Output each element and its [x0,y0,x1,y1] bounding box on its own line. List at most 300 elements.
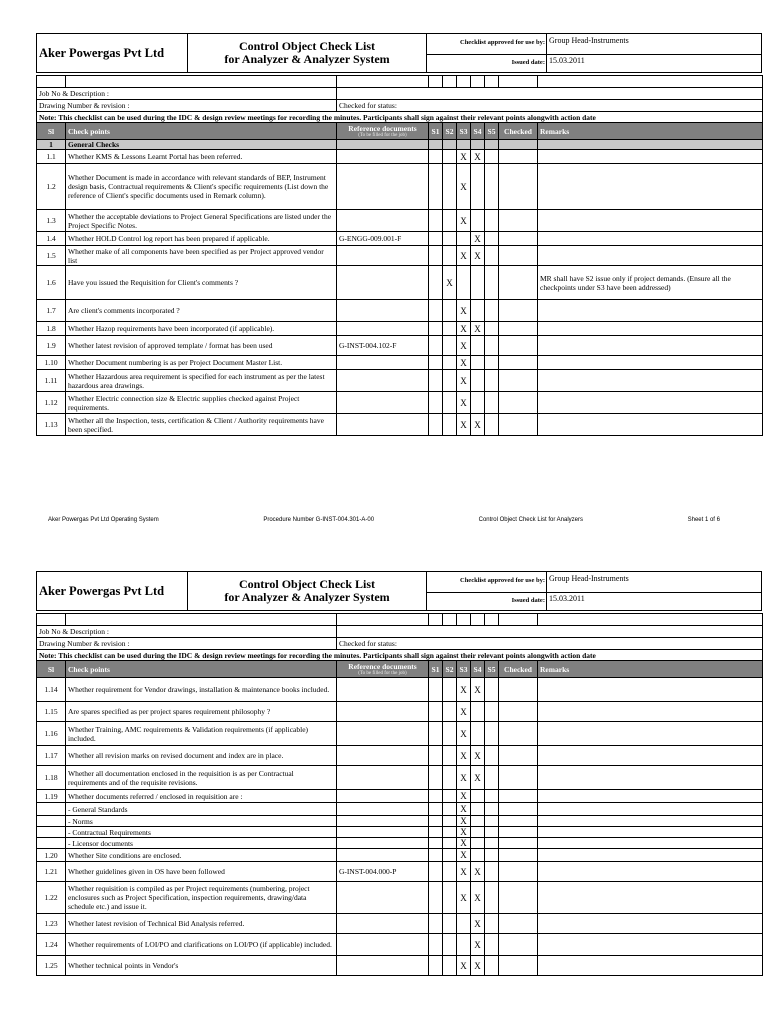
note-row [37,650,763,661]
row-checkpoint: Whether Document numbering is as per Project Document Master List. [66,356,337,370]
row-number [37,827,66,838]
row-s4 [471,300,485,322]
approval-block [426,33,762,73]
row-number [37,838,66,849]
job-row [37,626,763,638]
row-s1 [429,678,443,702]
row-s4 [471,816,485,827]
row-s3: X [457,392,471,414]
row-checkpoint: - Licensor documents [66,838,337,849]
row-checked[interactable] [499,266,538,300]
row-checked[interactable] [499,827,538,838]
row-s3: X [457,766,471,790]
row-checked[interactable] [499,838,538,849]
row-number: 1.6 [37,266,66,300]
row-checked[interactable] [499,246,538,266]
checklist-row [37,827,763,838]
row-remarks [538,934,763,956]
row-number: 1.11 [37,370,66,392]
row-remarks [538,322,763,336]
row-reference [337,722,429,746]
row-number: 1.18 [37,766,66,790]
row-s5 [485,266,499,300]
row-s4: X [471,956,485,976]
row-s1 [429,356,443,370]
col-checked: Checked [499,123,538,140]
row-s4 [471,838,485,849]
row-s1 [429,838,443,849]
row-s2 [443,862,457,882]
row-number: 1.10 [37,356,66,370]
row-s1 [429,392,443,414]
col-refdocs [337,661,429,678]
row-s5 [485,322,499,336]
sheet-header [36,33,762,73]
row-remarks [538,370,763,392]
row-s1 [429,702,443,722]
row-checkpoint: Whether technical points in Vendor's [66,956,337,976]
row-s4 [471,790,485,803]
row-s2 [443,414,457,436]
checklist-row [37,246,763,266]
row-s5 [485,766,499,790]
row-remarks [538,232,763,246]
row-s4: X [471,246,485,266]
col-checkpoints: Check points [66,661,337,678]
col-refdocs [337,123,429,140]
row-reference: G-ENGG-009.001-F [337,232,429,246]
row-s1 [429,882,443,914]
row-s4: X [471,746,485,766]
col-s3: S3 [457,123,471,140]
row-s4: X [471,322,485,336]
row-s3 [457,934,471,956]
section-number: 1 [37,140,66,150]
row-checked[interactable] [499,164,538,210]
row-s5 [485,702,499,722]
row-s2 [443,356,457,370]
approved-by-value: Group Head-Instruments [549,574,629,583]
issued-date-value: 15.03.2011 [549,56,585,65]
row-number: 1.20 [37,849,66,862]
row-s1 [429,322,443,336]
meta-row-blank [37,614,763,626]
row-checkpoint: Whether requirements of LOI/PO and clarifications on LOI/PO (if applicable) included. [66,934,337,956]
row-reference [337,164,429,210]
col-s5: S5 [485,661,499,678]
row-number: 1.7 [37,300,66,322]
row-number: 1.15 [37,702,66,722]
row-number: 1.4 [37,232,66,246]
row-number: 1.23 [37,914,66,934]
row-number: 1.17 [37,746,66,766]
row-number: 1.2 [37,164,66,210]
company-name: Aker Powergas Pvt Ltd [36,33,188,73]
meta-row-blank [37,76,763,88]
row-s2 [443,322,457,336]
approval-block [426,571,762,611]
title-line-2: for Analyzer & Analyzer System [224,590,390,604]
row-checked[interactable] [499,882,538,914]
approved-by-label: Checklist approved for use by: [460,39,545,46]
row-s3: X [457,816,471,827]
col-refdocs-label: Reference documents [348,662,417,671]
row-s4: X [471,914,485,934]
row-s3: X [457,164,471,210]
row-remarks [538,827,763,838]
row-checked[interactable] [499,336,538,356]
drawing-label: Drawing Number & revision : [37,100,337,112]
row-s1 [429,746,443,766]
row-remarks [538,678,763,702]
issued-date-value: 15.03.2011 [549,594,585,603]
row-s4 [471,827,485,838]
row-remarks [538,862,763,882]
row-checkpoint: Whether requirement for Vendor drawings, installation & maintenance books included. [66,678,337,702]
col-s2: S2 [443,123,457,140]
title-line-1: Control Object Check List [238,577,376,591]
row-s2 [443,790,457,803]
row-s5 [485,392,499,414]
row-number: 1.3 [37,210,66,232]
checklist-row [37,838,763,849]
row-s2 [443,746,457,766]
row-s5 [485,790,499,803]
row-s5 [485,816,499,827]
row-s3: X [457,956,471,976]
row-s1 [429,246,443,266]
row-checkpoint: Whether documents referred / enclosed in requisition are : [66,790,337,803]
row-reference [337,882,429,914]
row-s3 [457,232,471,246]
checklist-row [37,356,763,370]
row-checkpoint: Whether HOLD Control log report has been prepared if applicable. [66,232,337,246]
row-s5 [485,849,499,862]
row-s4: X [471,882,485,914]
row-s4 [471,803,485,816]
row-s4 [471,392,485,414]
row-s2 [443,956,457,976]
row-s3 [457,266,471,300]
col-s2: S2 [443,661,457,678]
note-row [37,112,763,123]
row-reference: G-INST-004.102-F [337,336,429,356]
row-checked[interactable] [499,803,538,816]
col-refdocs-sub: (To be filled for the job) [358,133,407,138]
row-s1 [429,266,443,300]
row-reference [337,210,429,232]
row-s1 [429,300,443,322]
row-checked[interactable] [499,746,538,766]
checklist-row [37,392,763,414]
checklist-row [37,336,763,356]
checklist-row [37,702,763,722]
row-s1 [429,816,443,827]
row-s1 [429,150,443,164]
row-s3: X [457,414,471,436]
row-s3: X [457,300,471,322]
row-s3: X [457,849,471,862]
row-s1 [429,827,443,838]
row-s2 [443,934,457,956]
row-s4 [471,164,485,210]
row-remarks [538,746,763,766]
row-checked[interactable] [499,210,538,232]
checklist-row [37,210,763,232]
checklist-row [37,164,763,210]
row-number: 1.5 [37,246,66,266]
footer-procedure: Procedure Number G-INST-004.301-A-00 [263,517,375,523]
checklist-row [37,746,763,766]
row-number: 1.14 [37,678,66,702]
row-reference [337,678,429,702]
row-s4: X [471,414,485,436]
row-s2 [443,849,457,862]
row-number: 1.25 [37,956,66,976]
row-remarks [538,164,763,210]
col-s1: S1 [429,661,443,678]
row-s3: X [457,827,471,838]
row-checked[interactable] [499,849,538,862]
row-s5 [485,827,499,838]
row-s1 [429,790,443,803]
row-s2 [443,246,457,266]
row-checked[interactable] [499,678,538,702]
row-s5 [485,956,499,976]
job-value[interactable] [337,88,763,100]
checklist-row [37,678,763,702]
row-s2 [443,803,457,816]
row-s3: X [457,838,471,849]
row-reference [337,934,429,956]
row-remarks [538,392,763,414]
row-checkpoint: Whether guidelines given in OS have been followed [66,862,337,882]
row-s2 [443,882,457,914]
row-reference [337,849,429,862]
col-s3: S3 [457,661,471,678]
job-label: Job No & Description : [37,88,337,100]
row-checkpoint: Whether Training, AMC requirements & Validation requirements (if applicable) included. [66,722,337,746]
row-checkpoint: - Norms [66,816,337,827]
checklist-table [36,613,763,976]
row-s4: X [471,150,485,164]
row-checkpoint: Whether make of all components have been specified as per Project approved vendor list [66,246,337,266]
row-s4 [471,266,485,300]
row-checked[interactable] [499,722,538,746]
row-number: 1.21 [37,862,66,882]
issued-date-label: Issued date: [511,597,545,604]
row-s2 [443,336,457,356]
col-sl: Sl [37,661,66,678]
row-reference: G-INST-004.000-P [337,862,429,882]
row-checkpoint: - Contractual Requirements [66,827,337,838]
row-checked[interactable] [499,300,538,322]
row-remarks [538,914,763,934]
row-s3: X [457,803,471,816]
row-remarks [538,838,763,849]
row-checkpoint: Whether all the Inspection, tests, certification & Client / Authority requirements have been specified. [66,414,337,436]
drawing-label: Drawing Number & revision : [37,638,337,650]
row-s2 [443,827,457,838]
job-row [37,88,763,100]
col-s4: S4 [471,123,485,140]
checklist-row [37,849,763,862]
drawing-row [37,638,763,650]
row-s5 [485,370,499,392]
row-reference [337,914,429,934]
row-s3: X [457,678,471,702]
row-checked[interactable] [499,392,538,414]
col-refdocs-sub: (To be filled for the job) [358,671,407,676]
row-number [37,816,66,827]
row-s4 [471,336,485,356]
row-s2 [443,150,457,164]
col-remarks: Remarks [538,661,763,678]
row-remarks [538,150,763,164]
drawing-row [37,100,763,112]
row-reference [337,790,429,803]
row-remarks [538,246,763,266]
row-s3: X [457,246,471,266]
row-s5 [485,803,499,816]
row-s4 [471,849,485,862]
row-checkpoint: Whether Hazardous area requirement is specified for each instrument as per the latest hazardous area drawings. [66,370,337,392]
row-reference [337,766,429,790]
row-s5 [485,934,499,956]
col-remarks: Remarks [538,123,763,140]
footer-doc: Control Object Check List for Analyzers [478,517,584,523]
row-s2 [443,392,457,414]
row-checkpoint: Whether requisition is compiled as per Project requirements (numbering, project enclosures such as Project Specification, inspection requirements, drawing/data schedule etc.) and issue it. [66,882,337,914]
row-remarks [538,816,763,827]
page-footer [48,517,720,523]
row-checkpoint: Whether Document is made in accordance with relevant standards of BEP, Instrument design basis, Contractual requirements & Client's specific requirements (List down the reference of Client's specific documents used in Remark column). [66,164,337,210]
row-reference [337,266,429,300]
row-s3: X [457,210,471,232]
row-s5 [485,300,499,322]
row-s5 [485,838,499,849]
row-checked[interactable] [499,356,538,370]
row-s4: X [471,862,485,882]
row-checked[interactable] [499,150,538,164]
row-s5 [485,246,499,266]
row-s5 [485,336,499,356]
row-s5 [485,232,499,246]
job-value[interactable] [337,626,763,638]
checked-status-label: Checked for status: [337,100,763,112]
row-s1 [429,934,443,956]
row-s1 [429,210,443,232]
row-number: 1.1 [37,150,66,164]
section-row [37,140,763,150]
row-s2 [443,210,457,232]
row-remarks [538,336,763,356]
row-s2 [443,914,457,934]
row-s5 [485,164,499,210]
row-remarks [538,766,763,790]
row-reference [337,356,429,370]
row-checked[interactable] [499,232,538,246]
row-checked[interactable] [499,414,538,436]
col-s4: S4 [471,661,485,678]
checklist-row [37,370,763,392]
row-s5 [485,882,499,914]
row-checkpoint: Whether KMS & Lessons Learnt Portal has been referred. [66,150,337,164]
row-number: 1.22 [37,882,66,914]
row-remarks: MR shall have S2 issue only if project demands. (Ensure all the checkpoints under S3 have been addressed) [538,266,763,300]
row-s5 [485,356,499,370]
checklist-row [37,766,763,790]
row-s3: X [457,150,471,164]
checklist-row [37,862,763,882]
checklist-row [37,790,763,803]
row-checked[interactable] [499,816,538,827]
row-checked[interactable] [499,322,538,336]
row-checkpoint: Whether latest revision of approved template / format has been used [66,336,337,356]
job-label: Job No & Description : [37,626,337,638]
checklist-table [36,75,763,436]
row-checkpoint: Whether Hazop requirements have been incorporated (if applicable). [66,322,337,336]
row-s3: X [457,336,471,356]
row-remarks [538,882,763,914]
row-checked[interactable] [499,790,538,803]
row-checked[interactable] [499,934,538,956]
row-checked[interactable] [499,702,538,722]
row-checked[interactable] [499,766,538,790]
row-reference [337,392,429,414]
row-checkpoint: Are client's comments incorporated ? [66,300,337,322]
col-s1: S1 [429,123,443,140]
row-s5 [485,678,499,702]
row-checked[interactable] [499,914,538,934]
row-checked[interactable] [499,956,538,976]
row-reference [337,150,429,164]
approved-by-label: Checklist approved for use by: [460,577,545,584]
row-remarks [538,803,763,816]
row-checked[interactable] [499,862,538,882]
row-checked[interactable] [499,370,538,392]
row-s3: X [457,356,471,370]
row-remarks [538,702,763,722]
row-s3: X [457,862,471,882]
document-title [187,33,427,73]
row-remarks [538,356,763,370]
row-number: 1.24 [37,934,66,956]
row-reference [337,300,429,322]
row-checkpoint: Have you issued the Requisition for Client's comments ? [66,266,337,300]
checklist-row [37,300,763,322]
row-s5 [485,746,499,766]
row-s1 [429,164,443,210]
row-s3: X [457,702,471,722]
row-reference [337,838,429,849]
column-header-row [37,123,763,140]
row-s2 [443,370,457,392]
row-s2 [443,816,457,827]
row-remarks [538,414,763,436]
row-s2 [443,164,457,210]
row-s1 [429,766,443,790]
row-reference [337,414,429,436]
row-s2 [443,838,457,849]
title-line-2: for Analyzer & Analyzer System [224,52,390,66]
row-number: 1.9 [37,336,66,356]
row-checkpoint: - General Standards [66,803,337,816]
issued-date-label: Issued date: [511,59,545,66]
row-checkpoint: Whether the acceptable deviations to Project General Specifications are listed under the Project Specific Notes. [66,210,337,232]
row-s4: X [471,232,485,246]
row-number [37,803,66,816]
